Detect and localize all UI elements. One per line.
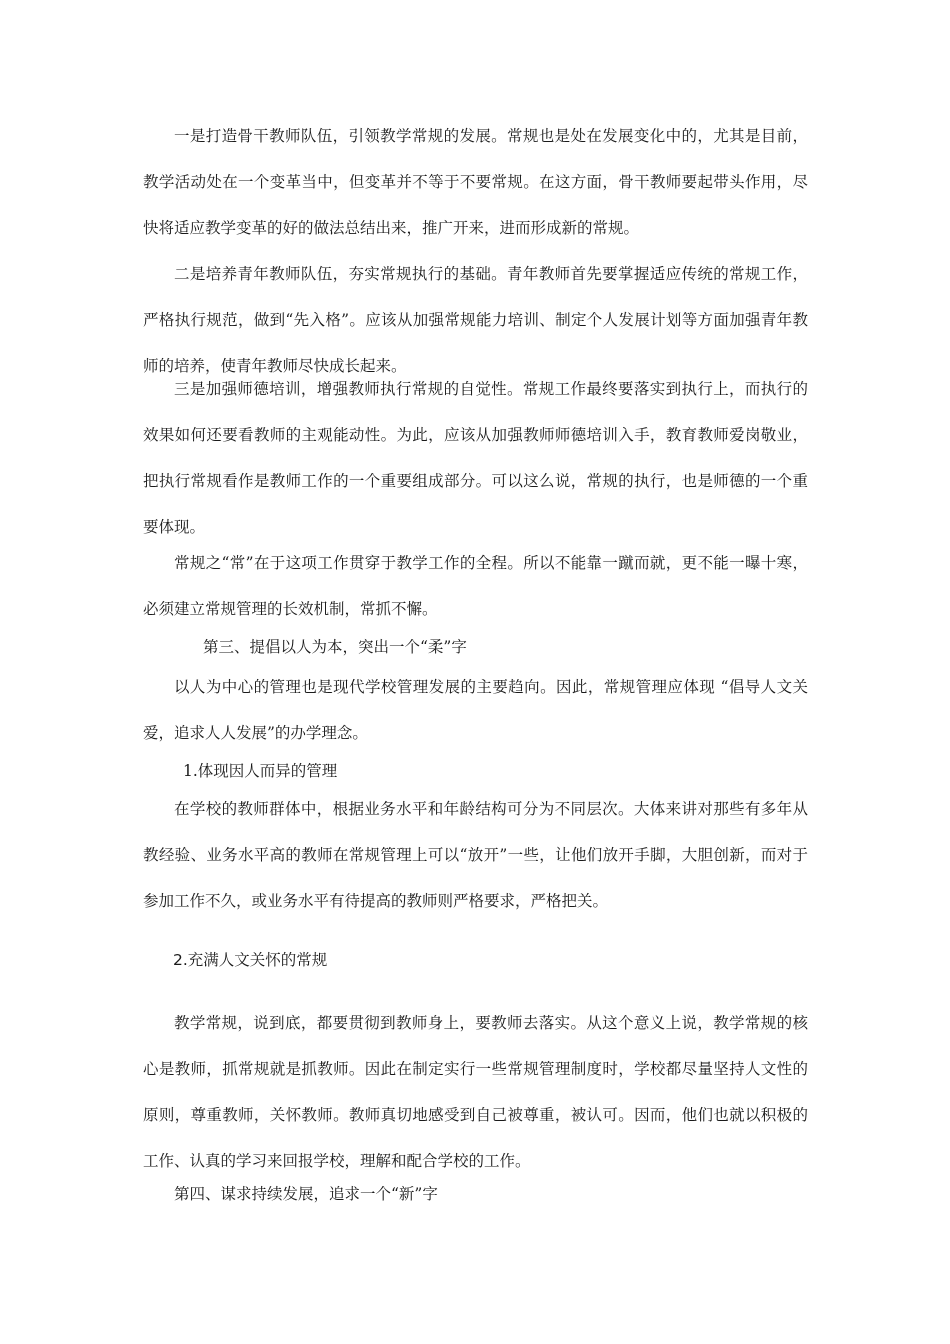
section-heading-fourth: 第四、谋求持续发展，追求一个“新”字 (174, 1185, 438, 1203)
paragraph-people-oriented: 以人为中心的管理也是现代学校管理发展的主要趋向。因此，常规管理应体现 “倡导人文关爱，追求人人发展”的办学理念。 (143, 678, 808, 742)
paragraph-teacher-levels: 在学校的教师群体中，根据业务水平和年龄结构可分为不同层次。大体来讲对那些有多年从教经验、业务水平高的教师在常规管理上可以“放开”一些，让他们放开手脚，大胆创新，而对于参加工作不久，或业务水平有待提高的教师则严格要求，严格把关。 (143, 800, 808, 910)
subheading-humanistic-care: 2.充满人文关怀的常规 (173, 951, 328, 969)
paragraph-long-term-mechanism: 常规之“常”在于这项工作贯穿于教学工作的全程。所以不能靠一蹴而就，更不能一曝十寒，必须建立常规管理的长效机制，常抓不懈。 (143, 554, 808, 618)
section-heading-third: 第三、提倡以人为本，突出一个“柔”字 (203, 638, 467, 656)
paragraph-backbone-teachers: 一是打造骨干教师队伍，引领教学常规的发展。常规也是处在发展变化中的，尤其是目前，教学活动处在一个变革当中，但变革并不等于不要常规。在这方面，骨干教师要起带头作用，尽快将适应教学变革的好的做法总结出来，推广开来，进而形成新的常规。 (143, 127, 808, 237)
paragraph-teaching-routine-core: 教学常规，说到底，都要贯彻到教师身上，要教师去落实。从这个意义上说，教学常规的核心是教师，抓常规就是抓教师。因此在制定实行一些常规管理制度时，学校都尽量坚持人文性的原则，尊重教师，关怀教师。教师真切地感受到自己被尊重，被认可。因而，他们也就以积极的工作、认真的学习来回报学校，理解和配合学校的工作。 (143, 1014, 808, 1170)
paragraph-ethics-training: 三是加强师德培训，增强教师执行常规的自觉性。常规工作最终要落实到执行上，而执行的效果如何还要看教师的主观能动性。为此，应该从加强教师师德培训入手，教育教师爱岗敬业，把执行常规看作是教师工作的一个重要组成部分。可以这么说，常规的执行，也是师德的一个重要体现。 (143, 380, 808, 536)
paragraph-young-teachers: 二是培养青年教师队伍，夯实常规执行的基础。青年教师首先要掌握适应传统的常规工作，严格执行规范，做到“先入格”。应该从加强常规能力培训、制定个人发展计划等方面加强青年教师的培养，使青年教师尽快成长起来。 (143, 265, 808, 375)
subheading-individualized-management: 1.体现因人而异的管理 (183, 762, 338, 780)
